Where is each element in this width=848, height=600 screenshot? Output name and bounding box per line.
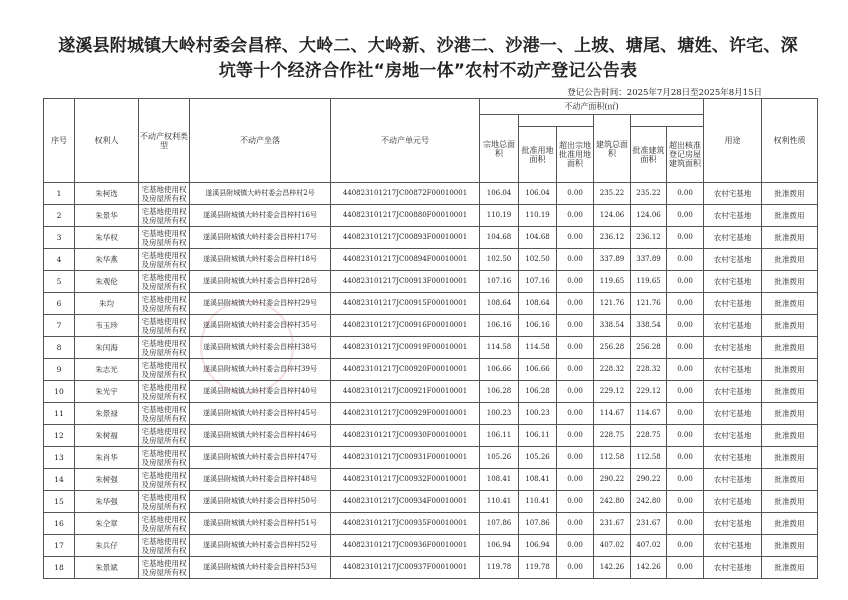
- cell-building-area: 290.22: [594, 469, 631, 491]
- header-area-group: 不动产面积(㎡): [480, 99, 704, 115]
- cell-approved-building: 228.75: [631, 425, 667, 447]
- cell-approved-land: 110.19: [519, 205, 557, 227]
- cell-approved-building: 124.06: [631, 205, 667, 227]
- cell-excess-land: 0.00: [557, 513, 594, 535]
- cell-unit-no: 440823101217JC00929F00010001: [331, 403, 480, 425]
- cell-right-type: 宅基地使用权及房屋所有权: [139, 381, 190, 403]
- cell-location: 遂溪县附城镇大岭村委会昌梓村45号: [190, 403, 331, 425]
- cell-seq: 16: [44, 513, 75, 535]
- cell-right-type: 宅基地使用权及房屋所有权: [139, 535, 190, 557]
- cell-seq: 6: [44, 293, 75, 315]
- cell-approved-building: 114.67: [631, 403, 667, 425]
- cell-unit-no: 440823101217JC00920F00010001: [331, 359, 480, 381]
- cell-location: 遂溪县附城镇大岭村委会昌梓村48号: [190, 469, 331, 491]
- cell-location: 遂溪县附城镇大岭村委会昌梓村2号: [190, 183, 331, 205]
- table-row: [44, 205, 818, 227]
- cell-unit-no: 440823101217JC00930F00010001: [331, 425, 480, 447]
- table-row: [44, 535, 818, 557]
- cell-approved-land: 102.50: [519, 249, 557, 271]
- cell-usage: 农村宅基地: [704, 403, 762, 425]
- cell-building-area: 235.22: [594, 183, 631, 205]
- cell-approved-land: 107.16: [519, 271, 557, 293]
- cell-building-area: 242.80: [594, 491, 631, 513]
- cell-approved-land: 110.41: [519, 491, 557, 513]
- cell-building-area: 231.67: [594, 513, 631, 535]
- cell-seq: 12: [44, 425, 75, 447]
- cell-usage: 农村宅基地: [704, 469, 762, 491]
- cell-unit-no: 440823101217JC00932F00010001: [331, 469, 480, 491]
- cell-right-type: 宅基地使用权及房屋所有权: [139, 491, 190, 513]
- cell-usage: 农村宅基地: [704, 359, 762, 381]
- cell-nature: 批准拨用: [762, 359, 818, 381]
- cell-excess-building: 0.00: [667, 183, 704, 205]
- cell-location: 遂溪县附城镇大岭村委会昌梓村52号: [190, 535, 331, 557]
- cell-approved-building: 112.58: [631, 447, 667, 469]
- cell-excess-building: 0.00: [667, 249, 704, 271]
- cell-excess-land: 0.00: [557, 403, 594, 425]
- cell-usage: 农村宅基地: [704, 227, 762, 249]
- cell-location: 遂溪县附城镇大岭村委会昌梓村50号: [190, 491, 331, 513]
- cell-right-type: 宅基地使用权及房屋所有权: [139, 271, 190, 293]
- cell-approved-building: 119.65: [631, 271, 667, 293]
- cell-unit-no: 440823101217JC00919F00010001: [331, 337, 480, 359]
- cell-land-area: 106.16: [480, 315, 519, 337]
- cell-building-area: 142.26: [594, 557, 631, 579]
- cell-excess-land: 0.00: [557, 315, 594, 337]
- cell-nature: 批准拨用: [762, 315, 818, 337]
- cell-unit-no: 440823101217JC00915F00010001: [331, 293, 480, 315]
- cell-excess-land: 0.00: [557, 293, 594, 315]
- cell-unit-no: 440823101217JC00937F00010001: [331, 557, 480, 579]
- cell-approved-land: 108.64: [519, 293, 557, 315]
- cell-approved-land: 114.58: [519, 337, 557, 359]
- cell-nature: 批准拨用: [762, 513, 818, 535]
- cell-land-area: 110.41: [480, 491, 519, 513]
- table-row: [44, 425, 818, 447]
- cell-approved-building: 338.54: [631, 315, 667, 337]
- cell-location: 遂溪县附城镇大岭村委会昌梓村40号: [190, 381, 331, 403]
- table-row: [44, 227, 818, 249]
- cell-owner: 朱华强: [75, 491, 139, 513]
- cell-usage: 农村宅基地: [704, 513, 762, 535]
- cell-usage: 农村宅基地: [704, 271, 762, 293]
- cell-location: 遂溪县附城镇大岭村委会昌梓村28号: [190, 271, 331, 293]
- cell-owner: 朱仝章: [75, 513, 139, 535]
- cell-approved-land: 100.23: [519, 403, 557, 425]
- cell-excess-building: 0.00: [667, 293, 704, 315]
- cell-right-type: 宅基地使用权及房屋所有权: [139, 447, 190, 469]
- cell-usage: 农村宅基地: [704, 205, 762, 227]
- table-row: [44, 315, 818, 337]
- cell-nature: 批准拨用: [762, 337, 818, 359]
- cell-excess-building: 0.00: [667, 205, 704, 227]
- cell-unit-no: 440823101217JC00916F00010001: [331, 315, 480, 337]
- cell-owner: 朱志光: [75, 359, 139, 381]
- cell-usage: 农村宅基地: [704, 557, 762, 579]
- cell-building-area: 337.89: [594, 249, 631, 271]
- cell-building-area: 229.12: [594, 381, 631, 403]
- cell-nature: 批准拨用: [762, 249, 818, 271]
- cell-nature: 批准拨用: [762, 227, 818, 249]
- cell-location: 遂溪县附城镇大岭村委会昌梓村35号: [190, 315, 331, 337]
- cell-land-area: 106.11: [480, 425, 519, 447]
- cell-excess-building: 0.00: [667, 491, 704, 513]
- table-row: [44, 337, 818, 359]
- table-row: [44, 293, 818, 315]
- cell-excess-building: 0.00: [667, 337, 704, 359]
- cell-location: 遂溪县附城镇大岭村委会昌梓村16号: [190, 205, 331, 227]
- cell-nature: 批准拨用: [762, 293, 818, 315]
- cell-owner: 朱光宇: [75, 381, 139, 403]
- cell-building-area: 112.58: [594, 447, 631, 469]
- table-row: [44, 271, 818, 293]
- table-row: [44, 381, 818, 403]
- cell-owner: 朱兵仔: [75, 535, 139, 557]
- cell-owner: 朱柯选: [75, 183, 139, 205]
- cell-usage: 农村宅基地: [704, 337, 762, 359]
- table-row: [44, 359, 818, 381]
- cell-owner: 朱景禄: [75, 403, 139, 425]
- cell-approved-land: 106.94: [519, 535, 557, 557]
- cell-excess-land: 0.00: [557, 249, 594, 271]
- header-right-type: 不动产权利类型: [139, 99, 190, 183]
- cell-approved-building: 142.26: [631, 557, 667, 579]
- header-approved-land: 批准用地面积: [519, 127, 557, 183]
- cell-building-area: 119.65: [594, 271, 631, 293]
- header-excess-land: 超出宗地批准用地面积: [557, 127, 594, 183]
- cell-excess-building: 0.00: [667, 227, 704, 249]
- cell-nature: 批准拨用: [762, 447, 818, 469]
- cell-excess-building: 0.00: [667, 315, 704, 337]
- cell-seq: 15: [44, 491, 75, 513]
- cell-usage: 农村宅基地: [704, 315, 762, 337]
- cell-approved-land: 106.28: [519, 381, 557, 403]
- cell-usage: 农村宅基地: [704, 447, 762, 469]
- cell-owner: 朱闰海: [75, 337, 139, 359]
- cell-excess-building: 0.00: [667, 535, 704, 557]
- table-row: [44, 249, 818, 271]
- cell-nature: 批准拨用: [762, 557, 818, 579]
- cell-excess-land: 0.00: [557, 381, 594, 403]
- cell-right-type: 宅基地使用权及房屋所有权: [139, 249, 190, 271]
- table-row: [44, 491, 818, 513]
- cell-approved-building: 229.12: [631, 381, 667, 403]
- cell-right-type: 宅基地使用权及房屋所有权: [139, 183, 190, 205]
- cell-seq: 1: [44, 183, 75, 205]
- cell-unit-no: 440823101217JC00921F00010001: [331, 381, 480, 403]
- cell-excess-building: 0.00: [667, 359, 704, 381]
- cell-owner: 朱树强: [75, 469, 139, 491]
- cell-land-area: 100.23: [480, 403, 519, 425]
- cell-seq: 8: [44, 337, 75, 359]
- table-row: [44, 513, 818, 535]
- cell-land-area: 107.86: [480, 513, 519, 535]
- cell-approved-building: 290.22: [631, 469, 667, 491]
- table-row: [44, 447, 818, 469]
- cell-excess-building: 0.00: [667, 447, 704, 469]
- cell-approved-building: 337.89: [631, 249, 667, 271]
- cell-building-area: 124.06: [594, 205, 631, 227]
- cell-right-type: 宅基地使用权及房屋所有权: [139, 205, 190, 227]
- cell-nature: 批准拨用: [762, 183, 818, 205]
- table-row: [44, 469, 818, 491]
- cell-nature: 批准拨用: [762, 403, 818, 425]
- header-land-area-sub: [519, 115, 594, 127]
- header-location: 不动产坐落: [190, 99, 331, 183]
- cell-excess-building: 0.00: [667, 403, 704, 425]
- cell-land-area: 106.28: [480, 381, 519, 403]
- cell-approved-land: 119.78: [519, 557, 557, 579]
- cell-nature: 批准拨用: [762, 425, 818, 447]
- cell-land-area: 108.64: [480, 293, 519, 315]
- cell-unit-no: 440823101217JC00913F00010001: [331, 271, 480, 293]
- cell-unit-no: 440823101217JC00893F00010001: [331, 227, 480, 249]
- cell-approved-land: 106.04: [519, 183, 557, 205]
- page-title: [20, 34, 836, 84]
- cell-location: 遂溪县附城镇大岭村委会昌梓村47号: [190, 447, 331, 469]
- cell-right-type: 宅基地使用权及房屋所有权: [139, 403, 190, 425]
- cell-excess-land: 0.00: [557, 425, 594, 447]
- cell-nature: 批准拨用: [762, 205, 818, 227]
- cell-seq: 11: [44, 403, 75, 425]
- cell-seq: 5: [44, 271, 75, 293]
- cell-owner: 朱华权: [75, 227, 139, 249]
- cell-excess-land: 0.00: [557, 205, 594, 227]
- cell-seq: 10: [44, 381, 75, 403]
- cell-building-area: 236.12: [594, 227, 631, 249]
- cell-usage: 农村宅基地: [704, 293, 762, 315]
- cell-unit-no: 440823101217JC00894F00010001: [331, 249, 480, 271]
- cell-approved-building: 407.02: [631, 535, 667, 557]
- cell-seq: 18: [44, 557, 75, 579]
- cell-seq: 17: [44, 535, 75, 557]
- cell-location: 遂溪县附城镇大岭村委会昌梓村38号: [190, 337, 331, 359]
- table-row: [44, 183, 818, 205]
- cell-location: 遂溪县附城镇大岭村委会昌梓村29号: [190, 293, 331, 315]
- cell-land-area: 119.78: [480, 557, 519, 579]
- cell-approved-building: 242.80: [631, 491, 667, 513]
- cell-approved-land: 106.16: [519, 315, 557, 337]
- cell-unit-no: 440823101217JC00935F00010001: [331, 513, 480, 535]
- title-line-1: 遂溪县附城镇大岭村委会昌梓、大岭二、大岭新、沙港二、沙港一、上坡、塘尾、塘姓、许宅、深: [58, 36, 798, 56]
- cell-land-area: 102.50: [480, 249, 519, 271]
- cell-owner: 韦玉珍: [75, 315, 139, 337]
- cell-right-type: 宅基地使用权及房屋所有权: [139, 337, 190, 359]
- cell-right-type: 宅基地使用权及房屋所有权: [139, 425, 190, 447]
- cell-right-type: 宅基地使用权及房屋所有权: [139, 293, 190, 315]
- header-land-area: 宗地总面积: [480, 115, 519, 183]
- cell-approved-building: 121.76: [631, 293, 667, 315]
- cell-approved-land: 108.41: [519, 469, 557, 491]
- cell-owner: 朱观伦: [75, 271, 139, 293]
- cell-land-area: 106.66: [480, 359, 519, 381]
- cell-building-area: 121.76: [594, 293, 631, 315]
- title-line-2: 坑等十个经济合作社“房地一体”农村不动产登记公告表: [218, 61, 638, 81]
- cell-usage: 农村宅基地: [704, 535, 762, 557]
- cell-nature: 批准拨用: [762, 469, 818, 491]
- cell-location: 遂溪县附城镇大岭村委会昌梓村53号: [190, 557, 331, 579]
- header-excess-building: 超出核准登记房屋建筑面积: [667, 127, 704, 183]
- cell-excess-building: 0.00: [667, 425, 704, 447]
- cell-excess-land: 0.00: [557, 271, 594, 293]
- cell-unit-no: 440823101217JC00931F00010001: [331, 447, 480, 469]
- cell-right-type: 宅基地使用权及房屋所有权: [139, 359, 190, 381]
- cell-seq: 2: [44, 205, 75, 227]
- cell-location: 遂溪县附城镇大岭村委会昌梓村17号: [190, 227, 331, 249]
- cell-land-area: 108.41: [480, 469, 519, 491]
- cell-seq: 14: [44, 469, 75, 491]
- cell-excess-land: 0.00: [557, 183, 594, 205]
- cell-seq: 3: [44, 227, 75, 249]
- cell-building-area: 228.32: [594, 359, 631, 381]
- cell-approved-land: 106.66: [519, 359, 557, 381]
- cell-excess-land: 0.00: [557, 227, 594, 249]
- table-row: [44, 403, 818, 425]
- cell-approved-building: 231.67: [631, 513, 667, 535]
- cell-approved-land: 104.68: [519, 227, 557, 249]
- cell-usage: 农村宅基地: [704, 381, 762, 403]
- cell-excess-land: 0.00: [557, 557, 594, 579]
- cell-right-type: 宅基地使用权及房屋所有权: [139, 227, 190, 249]
- cell-land-area: 104.68: [480, 227, 519, 249]
- header-seq: 序号: [44, 99, 75, 183]
- cell-usage: 农村宅基地: [704, 425, 762, 447]
- cell-unit-no: 440823101217JC00872F00010001: [331, 183, 480, 205]
- header-building-area: 建筑总面积: [594, 115, 631, 183]
- cell-nature: 批准拨用: [762, 381, 818, 403]
- cell-unit-no: 440823101217JC00934F00010001: [331, 491, 480, 513]
- cell-excess-building: 0.00: [667, 381, 704, 403]
- registration-table: [43, 98, 818, 579]
- cell-land-area: 106.94: [480, 535, 519, 557]
- cell-approved-building: 256.28: [631, 337, 667, 359]
- cell-location: 遂溪县附城镇大岭村委会昌梓村51号: [190, 513, 331, 535]
- cell-building-area: 256.28: [594, 337, 631, 359]
- cell-unit-no: 440823101217JC00936F00010001: [331, 535, 480, 557]
- cell-land-area: 105.26: [480, 447, 519, 469]
- cell-right-type: 宅基地使用权及房屋所有权: [139, 513, 190, 535]
- cell-excess-land: 0.00: [557, 447, 594, 469]
- cell-usage: 农村宅基地: [704, 491, 762, 513]
- cell-seq: 9: [44, 359, 75, 381]
- cell-approved-land: 106.11: [519, 425, 557, 447]
- cell-approved-land: 107.86: [519, 513, 557, 535]
- cell-usage: 农村宅基地: [704, 249, 762, 271]
- header-building-area-sub: [631, 115, 704, 127]
- cell-owner: 朱树福: [75, 425, 139, 447]
- cell-land-area: 107.16: [480, 271, 519, 293]
- cell-right-type: 宅基地使用权及房屋所有权: [139, 469, 190, 491]
- cell-location: 遂溪县附城镇大岭村委会昌梓村18号: [190, 249, 331, 271]
- cell-excess-building: 0.00: [667, 469, 704, 491]
- cell-excess-land: 0.00: [557, 491, 594, 513]
- cell-approved-building: 228.32: [631, 359, 667, 381]
- cell-unit-no: 440823101217JC00880F00010001: [331, 205, 480, 227]
- announcement-date: 登记公告时间：2025年7月28日至2025年8月15日: [567, 88, 762, 98]
- cell-excess-land: 0.00: [557, 359, 594, 381]
- cell-land-area: 106.04: [480, 183, 519, 205]
- header-owner: 权利人: [75, 99, 139, 183]
- cell-right-type: 宅基地使用权及房屋所有权: [139, 315, 190, 337]
- cell-excess-land: 0.00: [557, 535, 594, 557]
- cell-owner: 朱肖华: [75, 447, 139, 469]
- cell-seq: 4: [44, 249, 75, 271]
- cell-land-area: 114.58: [480, 337, 519, 359]
- cell-excess-land: 0.00: [557, 337, 594, 359]
- cell-right-type: 宅基地使用权及房屋所有权: [139, 557, 190, 579]
- cell-excess-building: 0.00: [667, 513, 704, 535]
- cell-usage: 农村宅基地: [704, 183, 762, 205]
- cell-excess-building: 0.00: [667, 557, 704, 579]
- table-body: [44, 183, 818, 579]
- cell-nature: 批准拨用: [762, 491, 818, 513]
- cell-building-area: 114.67: [594, 403, 631, 425]
- cell-excess-building: 0.00: [667, 271, 704, 293]
- cell-nature: 批准拨用: [762, 271, 818, 293]
- header-nature: 权利性质: [762, 99, 818, 183]
- cell-owner: 朱华燕: [75, 249, 139, 271]
- cell-land-area: 110.19: [480, 205, 519, 227]
- cell-owner: 朱景华: [75, 205, 139, 227]
- header-unit-no: 不动产单元号: [331, 99, 480, 183]
- header-approved-building: 批准建筑面积: [631, 127, 667, 183]
- cell-owner: 朱均: [75, 293, 139, 315]
- header-usage: 用途: [704, 99, 762, 183]
- cell-approved-land: 105.26: [519, 447, 557, 469]
- cell-approved-building: 235.22: [631, 183, 667, 205]
- cell-building-area: 338.54: [594, 315, 631, 337]
- cell-seq: 7: [44, 315, 75, 337]
- cell-nature: 批准拨用: [762, 535, 818, 557]
- cell-approved-building: 236.12: [631, 227, 667, 249]
- cell-seq: 13: [44, 447, 75, 469]
- cell-owner: 朱景斌: [75, 557, 139, 579]
- cell-location: 遂溪县附城镇大岭村委会昌梓村39号: [190, 359, 331, 381]
- cell-excess-land: 0.00: [557, 469, 594, 491]
- table-row: [44, 557, 818, 579]
- cell-building-area: 228.75: [594, 425, 631, 447]
- cell-location: 遂溪县附城镇大岭村委会昌梓村46号: [190, 425, 331, 447]
- cell-building-area: 407.02: [594, 535, 631, 557]
